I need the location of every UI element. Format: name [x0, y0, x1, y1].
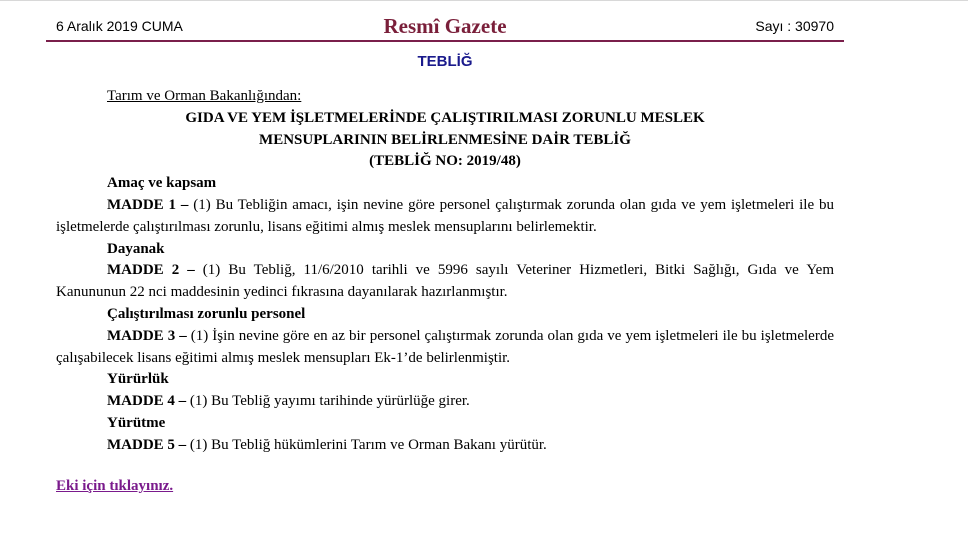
article-2-label: MADDE 2 – — [107, 262, 195, 279]
article-1-label: MADDE 1 – — [107, 196, 189, 213]
annex-link[interactable]: Eki için tıklayınız. — [56, 478, 174, 494]
ministry-line — [56, 86, 834, 108]
article-4-label: MADDE 4 – — [107, 393, 187, 410]
article-2 — [56, 260, 834, 304]
heading-basis: Dayanak — [107, 240, 165, 257]
article-5 — [56, 435, 834, 457]
article-3-label: MADDE 3 – — [107, 327, 187, 344]
document-body — [56, 86, 834, 457]
top-border-line — [0, 0, 968, 1]
document-title-line-1: GIDA VE YEM İŞLETMELERİNDE ÇALIŞTIRILMASI ZORUNLU MESLEK — [185, 109, 705, 126]
heading-effective-date: Yürürlük — [107, 371, 169, 388]
document-title-line-2: MENSUPLARININ BELİRLENMESİNE DAİR TEBLİĞ — [259, 131, 631, 148]
heading-purpose-scope: Amaç ve kapsam — [107, 175, 217, 192]
article-5-text: (1) Bu Tebliğ hükümlerini Tarım ve Orman Bakanı yürütür. — [186, 436, 547, 453]
document-title-line-3: (TEBLİĞ NO: 2019/48) — [369, 153, 521, 170]
ministry-name: Tarım ve Orman Bakanlığından: — [107, 88, 302, 104]
heading-required-personnel: Çalıştırılması zorunlu personel — [107, 305, 306, 322]
article-3 — [56, 326, 834, 370]
article-1 — [56, 195, 834, 239]
issue-number: Sayı : 30970 — [755, 18, 834, 34]
article-4 — [56, 391, 834, 413]
section-title: TEBLİĞ — [417, 53, 473, 70]
article-4-text: (1) Bu Tebliğ yayımı tarihinde yürürlüğe girer. — [186, 393, 470, 410]
heading-execution: Yürütme — [107, 414, 166, 431]
gazette-title: Resmî Gazete — [383, 14, 507, 38]
article-3-text: (1) İşin nevine göre en az bir personel çalıştırmak zorunda olan gıda ve yem işletmeleri ile bu işletmelerde çalışabilecek lisans eğitimi almış meslek mensupları Ek-1’de belirlenmiştir. — [56, 327, 834, 366]
article-1-text: (1) Bu Tebliğin amacı, işin nevine göre personel çalıştırmak zorunda olan gıda ve yem işletmeleri ile bu işletmelerde çalıştırılması zorunlu, lisans eğitimi almış meslek mensuplarını belirlemektir. — [56, 196, 834, 235]
article-2-text: (1) Bu Tebliğ, 11/6/2010 tarihli ve 5996 sayılı Veteriner Hizmetleri, Bitki Sağlığı, Gıda ve Yem Kanununun 22 nci maddesinin yedinci fıkrasına dayanılarak hazırlanmıştır. — [56, 262, 834, 301]
article-5-label: MADDE 5 – — [107, 436, 187, 453]
gazette-header — [46, 12, 844, 42]
header-date: 6 Aralık 2019 CUMA — [56, 18, 183, 34]
